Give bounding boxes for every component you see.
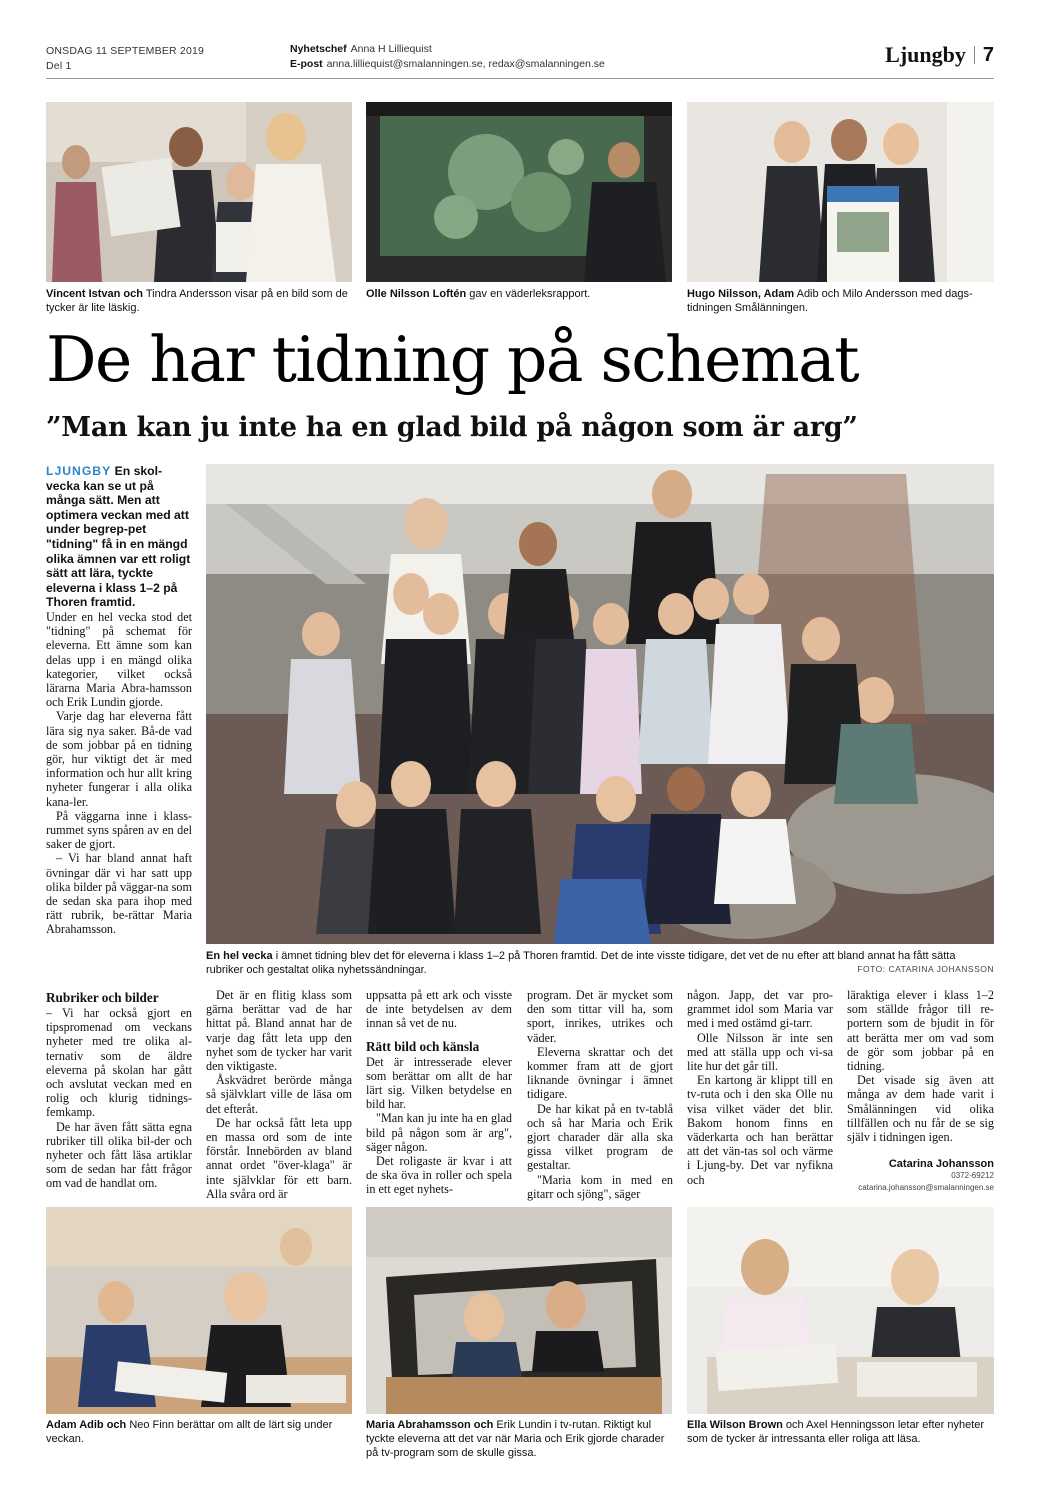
photo-olle-weather (366, 102, 672, 282)
photo-maria-erik-tv (366, 1207, 672, 1414)
article-column-2 (46, 988, 192, 1191)
caption-bottom-2-text: Erik Lundin i tv-rutan. Riktigt kul tyckte eleverna att det var när Maria och Erik gjorde charader på tv-program som de skulle gissa. (366, 1419, 665, 1459)
caption-main-bold: En hel vecka (206, 950, 273, 962)
caption-top-3-text: Adib och Milo Andersson med dags-tidningen Smålänningen. (687, 288, 973, 314)
page-header-date (46, 44, 204, 74)
byline-phone: 0372-69212 (951, 1171, 994, 1180)
paragraph: Det roligaste är kvar i att de ska öva in roller och spela in ett eget nyhets- (366, 1154, 512, 1197)
email-label: E-post (290, 58, 323, 70)
article-column-1 (46, 464, 192, 937)
paragraph: En kartong är klippt till en tv-ruta och i den ska Olle nu visa vilket väder det blir. Bakom honom finns en väderkarta och han berättar att det vän-tas sol och värme i Ljung-by. Det var nyfikna och (687, 1073, 833, 1187)
photo-ella-axel (687, 1207, 994, 1414)
caption-top-2-bold: Olle Nilsson Loftén (366, 288, 467, 300)
caption-bottom-1 (46, 1418, 352, 1446)
caption-top-2 (366, 287, 672, 301)
caption-bottom-2 (366, 1418, 672, 1460)
email-value: anna.lilliequist@smalanningen.se, redax@smalanningen.se (326, 58, 605, 70)
paragraph: Åskvädret berörde många så självklart ville de läsa om det efteråt. (206, 1073, 352, 1116)
section-divider (974, 46, 975, 64)
caption-top-3 (687, 287, 994, 315)
paragraph: "Maria kom in med en gitarr och sjöng", säger (527, 1172, 673, 1201)
article-headline: De har tidning på schemat (46, 323, 859, 396)
page-number: 7 (982, 43, 994, 66)
photo-class-group (206, 464, 994, 944)
paragraph: De har även fått sätta egna rubriker till olika bil-der och nyheter och fått läsa artiklar som de sedan har fått frågor om vad de handlat om. (46, 1119, 192, 1191)
section-header (885, 42, 994, 68)
paragraph: läraktiga elever i klass 1–2 som ställde frågor till re-portern som de bjudit in för att berätta mer om vad som de gör som jobbar på en tidning. (847, 988, 994, 1074)
caption-bottom-1-text: Neo Finn berättar om allt de lärt sig under veckan. (46, 1419, 333, 1445)
caption-top-1 (46, 287, 352, 315)
byline (858, 1158, 994, 1194)
byline-name: Catarina Johansson (888, 1158, 994, 1170)
dateline: LJUNGBY (46, 464, 112, 478)
paragraph: Det är intresserade elever som berättar om allt de har lärt sig. Vilken betydelse en bild har. (366, 1054, 512, 1112)
paragraph: Eleverna skrattar och det kommer fram att de gjort liknande övningar i ämnet tidigare. (527, 1044, 673, 1102)
article-subheadline: ”Man kan ju inte ha en glad bild på någon som är arg” (46, 412, 858, 443)
caption-main-text: i ämnet tidning blev det för eleverna i klass 1–2 på Thoren framtid. Det de inte visste tidigare, det vet de nu efter att bland annat ha fått sätta rubriker och gestaltat olika nyhetssändningar. (206, 950, 956, 976)
editor-name: Anna H Lilliequist (350, 43, 432, 55)
editor-label: Nyhetschef (290, 43, 347, 55)
photo-credit: FOTO: CATARINA JOHANSSON (857, 964, 994, 974)
caption-top-2-text: gav en väderleksrapport. (466, 288, 591, 300)
paragraph: De har kikat på en tv-tablå och så har Maria och Erik gjort charader där alla ska gissa vilket program de gestaltar. (527, 1101, 673, 1173)
paragraph: Under en hel vecka stod det "tidning" på schemat för eleverna. Ett ämne som kan delas upp i en mängd olika kategorier, vilket också lärarna Maria Abra-hamsson och Erik Lundin gjorde. (46, 609, 192, 710)
paragraph: De har också fått leta upp en massa ord som de inte förstår. Innebörden av bland annat ordet "över-klaga" är inte självklar för ett barn. Alla svåra ord är (206, 1115, 352, 1201)
caption-bottom-3-text: och Axel Henningsson letar efter nyheter som de tycker är intressanta eller roliga att läsa. (687, 1419, 985, 1445)
caption-top-1-text: Tindra Andersson visar på en bild som de tycker är lite läskig. (46, 288, 348, 314)
article-column-5 (527, 988, 673, 1201)
paragraph: uppsatta på ett ark och visste de inte betydelsen av dem innan så vet de nu. (366, 988, 512, 1031)
page-header-contacts (290, 42, 605, 72)
photo-hugo-adam-milo (687, 102, 994, 282)
paragraph: någon. Japp, det var pro-grammet idol som Maria var med i med ostämd gi-tarr. (687, 988, 833, 1031)
byline-email: catarina.johansson@smalanningen.se (858, 1183, 994, 1192)
caption-top-1-bold: Vincent Istvan och (46, 288, 143, 300)
photo-adam-neo (46, 1207, 352, 1414)
article-column-7 (847, 988, 994, 1144)
photo-vincent-tindra (46, 102, 352, 282)
issue-part: Del 1 (46, 60, 72, 72)
article-column-3 (206, 988, 352, 1201)
paragraph: Det visade sig även att många av dem hade varit i Smålänningen vid olika tillfällen och nu får de se sig själv i tidningen igen. (847, 1073, 994, 1145)
article-lede (46, 464, 192, 610)
paragraph: – Vi har också gjort en tipspromenad om veckans nyheter med tre olika al-ternativ som de äldre eleverna på skolan har gått och avslutat veckan med en rolig och klurig tidnings-femkamp. (46, 1006, 192, 1120)
caption-bottom-2-bold: Maria Abrahamsson och (366, 1419, 494, 1431)
paragraph: Varje dag har eleverna fått lära sig nya saker. Bå-de vad de som jobbar på en tidning gör, hur viktigt det är med information och hur allt kring nyheter fungerar i alla olika kana-ler. (46, 709, 192, 809)
paragraph: "Man kan ju inte ha en glad bild på någon som är arg", säger någon. (366, 1111, 512, 1154)
subheading-rubriker: Rubriker och bilder (46, 990, 159, 1005)
lede-text: En skol-vecka kan se ut på många sätt. Men att optimera veckan med att under begrep-pet "tidning" få in en mängd olika ämnen var ett roligt sätt att lära, tyckte eleverna i klass 1–2 på Thoren framtid. (46, 464, 191, 610)
caption-top-3-bold: Hugo Nilsson, Adam (687, 288, 795, 300)
header-rule (46, 78, 994, 79)
caption-bottom-1-bold: Adam Adib och (46, 1419, 127, 1431)
issue-date: ONSDAG 11 SEPTEMBER 2019 (46, 45, 205, 57)
paragraph: Det är en flitig klass som gärna berättar vad de har hittat på. Bland annat har de varje dag fått leta upp den nyhet som de tycker har varit den viktigaste. (206, 988, 352, 1074)
article-column-6 (687, 988, 833, 1187)
paragraph: På väggarna inne i klass-rummet syns spåren av en del saker de gjort. (46, 808, 192, 852)
paragraph: – Vi har bland annat haft övningar där vi har satt upp olika bilder på väggar-na som de sedan ska para ihop med rätt rubrik, be-rättar Maria Abrahamsson. (46, 851, 192, 937)
section-name: Ljungby (885, 42, 966, 67)
caption-bottom-3-bold: Ella Wilson Brown (687, 1419, 783, 1431)
caption-bottom-3 (687, 1418, 994, 1446)
subheading-ratt-bild: Rätt bild och känsla (366, 1038, 480, 1054)
paragraph: Olle Nilsson är inte sen med att ställa upp och vi-sa lite hur det går till. (687, 1030, 833, 1074)
paragraph: program. Det är mycket som den som tittar vill ha, som sport, inrikes, utrikes och väder. (527, 988, 673, 1045)
article-column-4 (366, 988, 512, 1197)
